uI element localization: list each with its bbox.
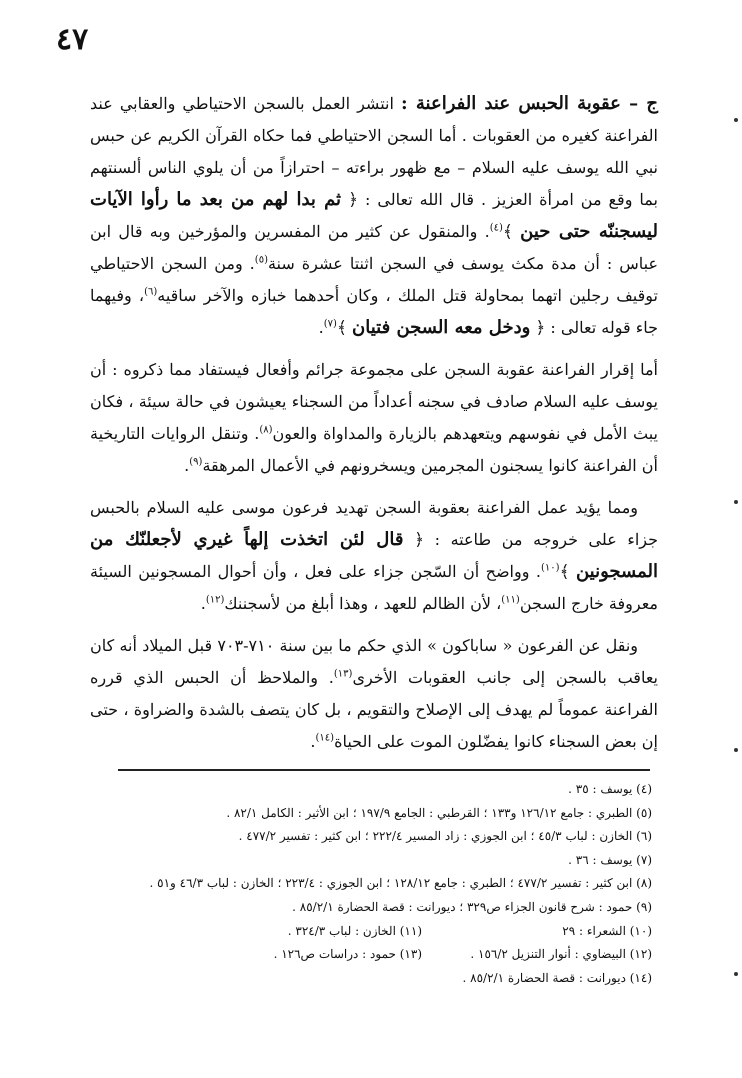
- margin-mark: [734, 748, 738, 752]
- footnote-ref-9: (٩): [189, 456, 203, 468]
- footnote-9: (٩) حمود : شرح قانون الجزاء ص٣٢٩ ؛ ديورانت : قصة الحضارة ٨٥/٢/١ .: [292, 899, 652, 914]
- bracket-close: ﴾: [559, 562, 570, 582]
- paragraph-4: ونقل عن الفرعون « ساباكون » الذي حكم ما بين سنة ٧١٠-٧٠٣ قبل الميلاد أنه كان يعاقب بالسجن إلى جانب العقوبات الأخرى$^{(١٣)}$. والملاحظ أن الحبس الذي قرره الفراعنة عموماً لم يهدف إلى الإصلاح والتقويم ، بل كان يتصف بالشدة والضراوة ، حتى إن بعض السجناء كانوا يفضّلون الموت على الحياة$^{(١٤)}$.: [90, 636, 658, 751]
- footnote-ref-7: (٧): [323, 318, 337, 330]
- paragraph-3: ومما يؤيد عمل الفراعنة بعقوبة السجن تهديد فرعون موسى عليه السلام بالحبس جزاء على خروجه من طاعته : ﴿ قال لئن اتخذت إلهاً غيري لأجعلنّك من المسجونين ﴾$^{(١٠)}$. وواضح أن السّجن جزاء على فعل ، وأن أحوال المسجونين السيئة معروفة خارج السجن$^{(١١)}$، لأن الظالم للعهد ، وهذا أبلغ من لأسجننك$^{(١٢)}$.: [90, 498, 659, 613]
- margin-mark: [734, 118, 738, 122]
- page-number: ٤٧: [56, 22, 89, 57]
- bracket-close: ﴾: [502, 222, 513, 242]
- para-3-text-2: . وواضح أن السّجن جزاء على فعل ، وأن أحوال المسجونين السيئة معروفة خارج السجن: [90, 562, 658, 613]
- footnote-8: (٨) ابن كثير : تفسير ٤٧٧/٢ ؛ الطبري : جامع ١٢٨/١٢ ؛ ابن الجوزي : ٢٢٣/٤ ؛ الخازن : لباب ٤٦/٣ و٥١ .: [149, 876, 652, 891]
- footnote-row: [100, 920, 652, 944]
- footnotes: [100, 778, 652, 990]
- para-1-text-1: انتشر العمل بالسجن الاحتياطي والعقابي عند الفراعنة كغيره من العقوبات . أما السجن الاحتياطي فما حكاه القرآن الكريم عن حبس نبي الله يوسف عليه السلام – مع ظهور براءته – احترازاً من أن يلوي الناس ألسنتهم بما وقع من امرأة العزيز . قال الله تعالى :: [90, 94, 658, 209]
- bracket-open: ﴿: [414, 530, 425, 550]
- footnote-13: (١٣) حمود : دراسات ص١٢٦ .: [273, 947, 422, 962]
- footnote-ref-12: (١٢): [205, 594, 225, 606]
- footnote-4: (٤) يوسف : ٣٥ .: [568, 782, 652, 796]
- para-1-text-2: . والمنقول عن كثير من المفسرين والمؤرخين وبه قال ابن عباس : أن مدة مكث يوسف في السجن اثنتا عشرة سنة: [90, 222, 659, 273]
- quran-verse-3: قال لئن اتخذت إلهاً غيري لأجعلنّك من المسجونين: [90, 529, 658, 582]
- para-1-text-4: ، وفيهما جاء قوله تعالى :: [90, 286, 658, 337]
- bracket-open: ﴿: [348, 190, 359, 210]
- bracket-close: ﴾: [336, 318, 347, 338]
- footnote-11: (١١) الخازن : لباب ٣٢٤/٣ .: [287, 923, 422, 938]
- paragraph-1: ج – عقوبة الحبس عند الفراعنة : انتشر العمل بالسجن الاحتياطي والعقابي عند الفراعنة كغيره من العقوبات . أما السجن الاحتياطي فما حكاه القرآن الكريم عن حبس نبي الله يوسف عليه السلام – مع ظهور براءته – احترازاً من أن يلوي الناس ألسنتهم بما وقع من امرأة العزيز . قال الله تعالى : ﴿ ثم بدا لهم من بعد ما رأوا الآيات ليسجننّه حتى حين ﴾$^{(٤)}$. والمنقول عن كثير من المفسرين والمؤرخين وبه قال ابن عباس : أن مدة مكث يوسف في السجن اثنتا عشرة سنة$^{(٥)}$. ومن السجن الاحتياطي توقيف رجلين اتهما بمحاولة قتل الملك ، وكان أحدهما خبازه والآخر ساقيه$^{(٦)}$، وفيهما جاء قوله تعالى : ﴿ ودخل معه السجن فتيان ﴾$^{(٧)}$.: [90, 93, 659, 338]
- section-heading: ج – عقوبة الحبس عند الفراعنة :: [400, 93, 658, 114]
- margin-mark: [734, 972, 738, 976]
- footnote-12: (١٢) البيضاوي : أنوار التنزيل ١٥٦/٢ .: [470, 947, 652, 962]
- quran-verse-2: ودخل معه السجن فتيان: [352, 317, 531, 338]
- footnote-ref-6: (٦): [144, 286, 158, 298]
- footnote-10: (١٠) الشعراء : ٢٩: [562, 923, 652, 938]
- quran-verse-1: ثم بدا لهم من بعد ما رأوا الآيات ليسجننّه حتى حين: [90, 189, 658, 242]
- footnote-ref-13: (١٣): [333, 668, 353, 680]
- footnote-5: (٥) الطبري : جامع ١٢٦/١٢ و١٣٣ ؛ القرطبي : الجامع ١٩٧/٩ ؛ ابن الأثير : الكامل ٨٢/١ .: [226, 805, 652, 820]
- footnote-ref-10: (١٠): [541, 562, 560, 574]
- para-4-text-2: . والملاحظ أن الحبس الذي قرره الفراعنة عموماً لم يهدف إلى الإصلاح والتقويم ، بل كان يتصف بالشدة والضراوة ، حتى إن بعض السجناء كانوا يفضّلون الموت على الحياة: [90, 668, 658, 751]
- footnote-ref-8: (٨): [259, 424, 273, 436]
- footnote-14: (١٤) ديورانت : قصة الحضارة ٨٥/٢/١ .: [462, 970, 652, 985]
- footnote-6: (٦) الخازن : لباب ٤٥/٣ ؛ ابن الجوزي : زاد المسير ٢٢٢/٤ ؛ ابن كثير : تفسير ٤٧٧/٢ .: [238, 829, 652, 844]
- para-4-text-1: ونقل عن الفرعون « ساباكون » الذي حكم ما بين سنة ٧١٠-٧٠٣ قبل الميلاد أنه كان يعاقب بالسجن إلى جانب العقوبات الأخرى: [90, 636, 658, 687]
- para-3-text-3: ، لأن الظالم للعهد ، وهذا أبلغ من لأسجننك: [224, 594, 502, 613]
- para-3-text-1: ومما يؤيد عمل الفراعنة بعقوبة السجن تهديد فرعون موسى عليه السلام بالحبس جزاء على خروجه من طاعته :: [90, 498, 659, 549]
- footnote-divider: [118, 769, 650, 771]
- footnote-ref-4: (٤): [489, 222, 503, 234]
- para-2-text-2: . وتنقل الروايات التاريخية أن الفراعنة كانوا يسجنون المجرمين ويسخرونهم في الأعمال المرهقة: [90, 424, 658, 475]
- margin-mark: [734, 500, 738, 504]
- footnote-ref-14: (١٤): [315, 732, 335, 744]
- bracket-open: ﴿: [535, 318, 546, 338]
- paragraph-2: أما إقرار الفراعنة عقوبة السجن على مجموعة جرائم وأفعال فيستفاد مما ذكروه : أن يوسف عليه السلام صادف في سجنه أعداداً من السجناء يعيشون في حالة سيئة ، فكان يبث الأمل في نفوسهم ويتعهدهم بالزيارة والمداواة والعون$^{(٨)}$. وتنقل الروايات التاريخية أن الفراعنة كانوا يسجنون المجرمين ويسخرونهم في الأعمال المرهقة$^{(٩)}$.: [90, 360, 658, 475]
- footnote-ref-11: (١١): [501, 594, 520, 606]
- para-2-text-1: أما إقرار الفراعنة عقوبة السجن على مجموعة جرائم وأفعال فيستفاد مما ذكروه : أن يوسف عليه السلام صادف في سجنه أعداداً من السجناء يعيشون في حالة سيئة ، فكان يبث الأمل في نفوسهم ويتعهدهم بالزيارة والمداواة والعون: [90, 360, 658, 443]
- footnote-ref-5: (٥): [254, 254, 268, 266]
- footnote-row: [100, 943, 652, 967]
- para-1-text-3: . ومن السجن الاحتياطي توقيف رجلين اتهما بمحاولة قتل الملك ، وكان أحدهما خبازه والآخر ساقيه: [90, 254, 658, 305]
- body-text: [90, 88, 658, 768]
- footnote-7: (٧) يوسف : ٣٦ .: [568, 852, 652, 867]
